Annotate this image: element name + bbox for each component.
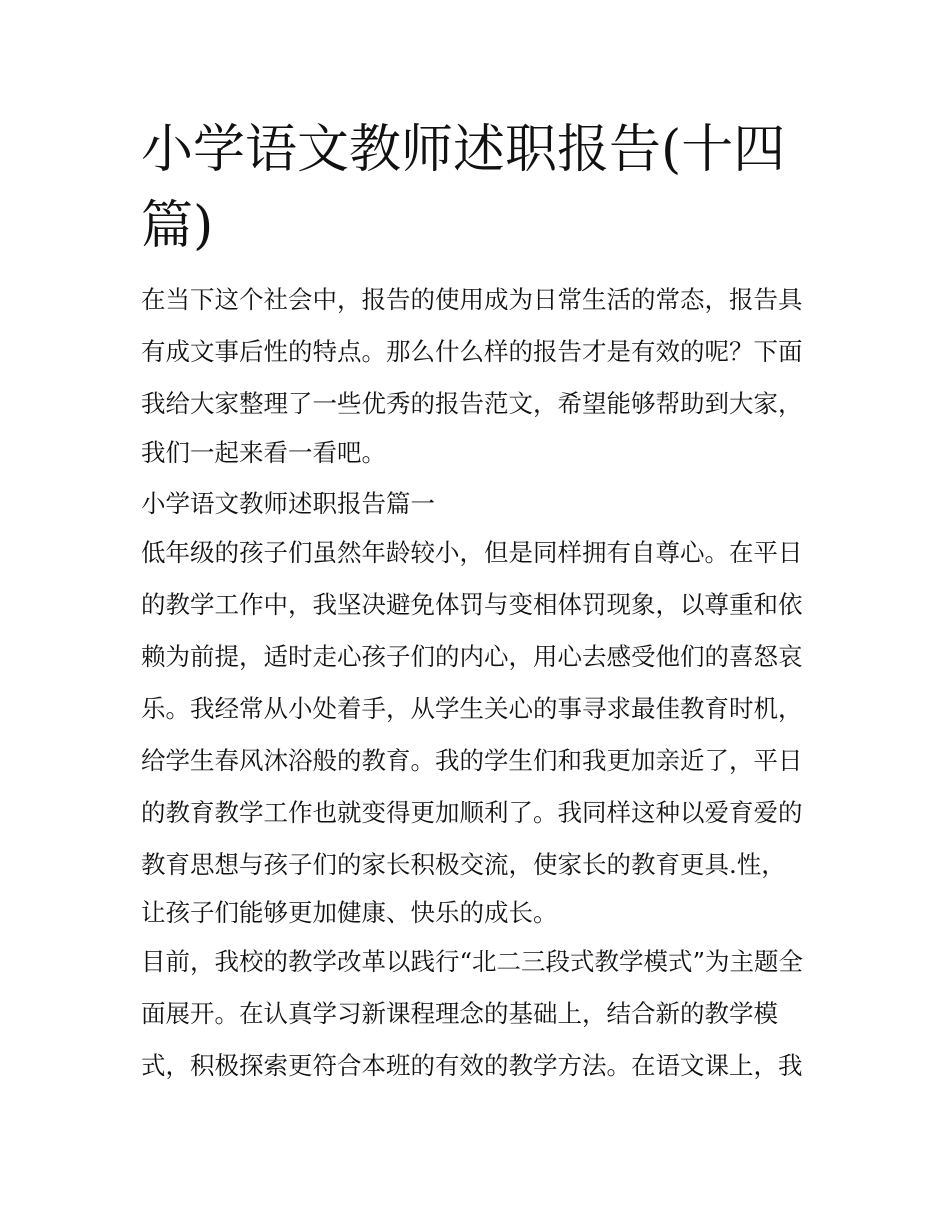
paragraph-line: 式，积极探索更符合本班的有效的教学方法。在语文课上，我	[141, 1051, 803, 1080]
paragraph-line: 的教学工作中，我坚决避免体罚与变相体罚现象，以尊重和依	[141, 590, 803, 619]
paragraph-line: 赖为前提，适时走心孩子们的内心，用心去感受他们的喜怒哀	[141, 642, 803, 671]
paragraph-line: 有成文事后性的特点。那么什么样的报告才是有效的呢？下面	[141, 337, 803, 366]
paragraph-line: 低年级的孩子们虽然年龄较小，但是同样拥有自尊心。在平日	[141, 538, 803, 567]
paragraph-line: 在当下这个社会中，报告的使用成为日常生活的常态，报告具	[141, 285, 803, 314]
document-title: 小学语文教师述职报告(十四篇)	[141, 120, 786, 256]
section-heading: 小学语文教师述职报告篇一	[141, 489, 435, 518]
paragraph-line: 的教育教学工作也就变得更加顺利了。我同样这种以爱育爱的	[141, 798, 803, 827]
paragraph-line: 我们一起来看一看吧。	[141, 438, 386, 467]
paragraph-line: 目前，我校的教学改革以践行“北二三段式教学模式”为主题全	[141, 947, 804, 976]
paragraph-line: 我给大家整理了一些优秀的报告范文，希望能够帮助到大家，	[141, 389, 803, 418]
paragraph-line: 给学生春风沐浴般的教育。我的学生们和我更加亲近了，平日	[141, 746, 803, 775]
paragraph-line: 面展开。在认真学习新课程理念的基础上，结合新的教学模	[141, 999, 778, 1028]
paragraph-line: 乐。我经常从小处着手，从学生关心的事寻求最佳教育时机，	[141, 694, 803, 723]
paragraph-line: 教育思想与孩子们的家长积极交流，使家长的教育更具.性，	[141, 850, 786, 879]
paragraph-line: 让孩子们能够更加健康、快乐的成长。	[141, 898, 558, 927]
